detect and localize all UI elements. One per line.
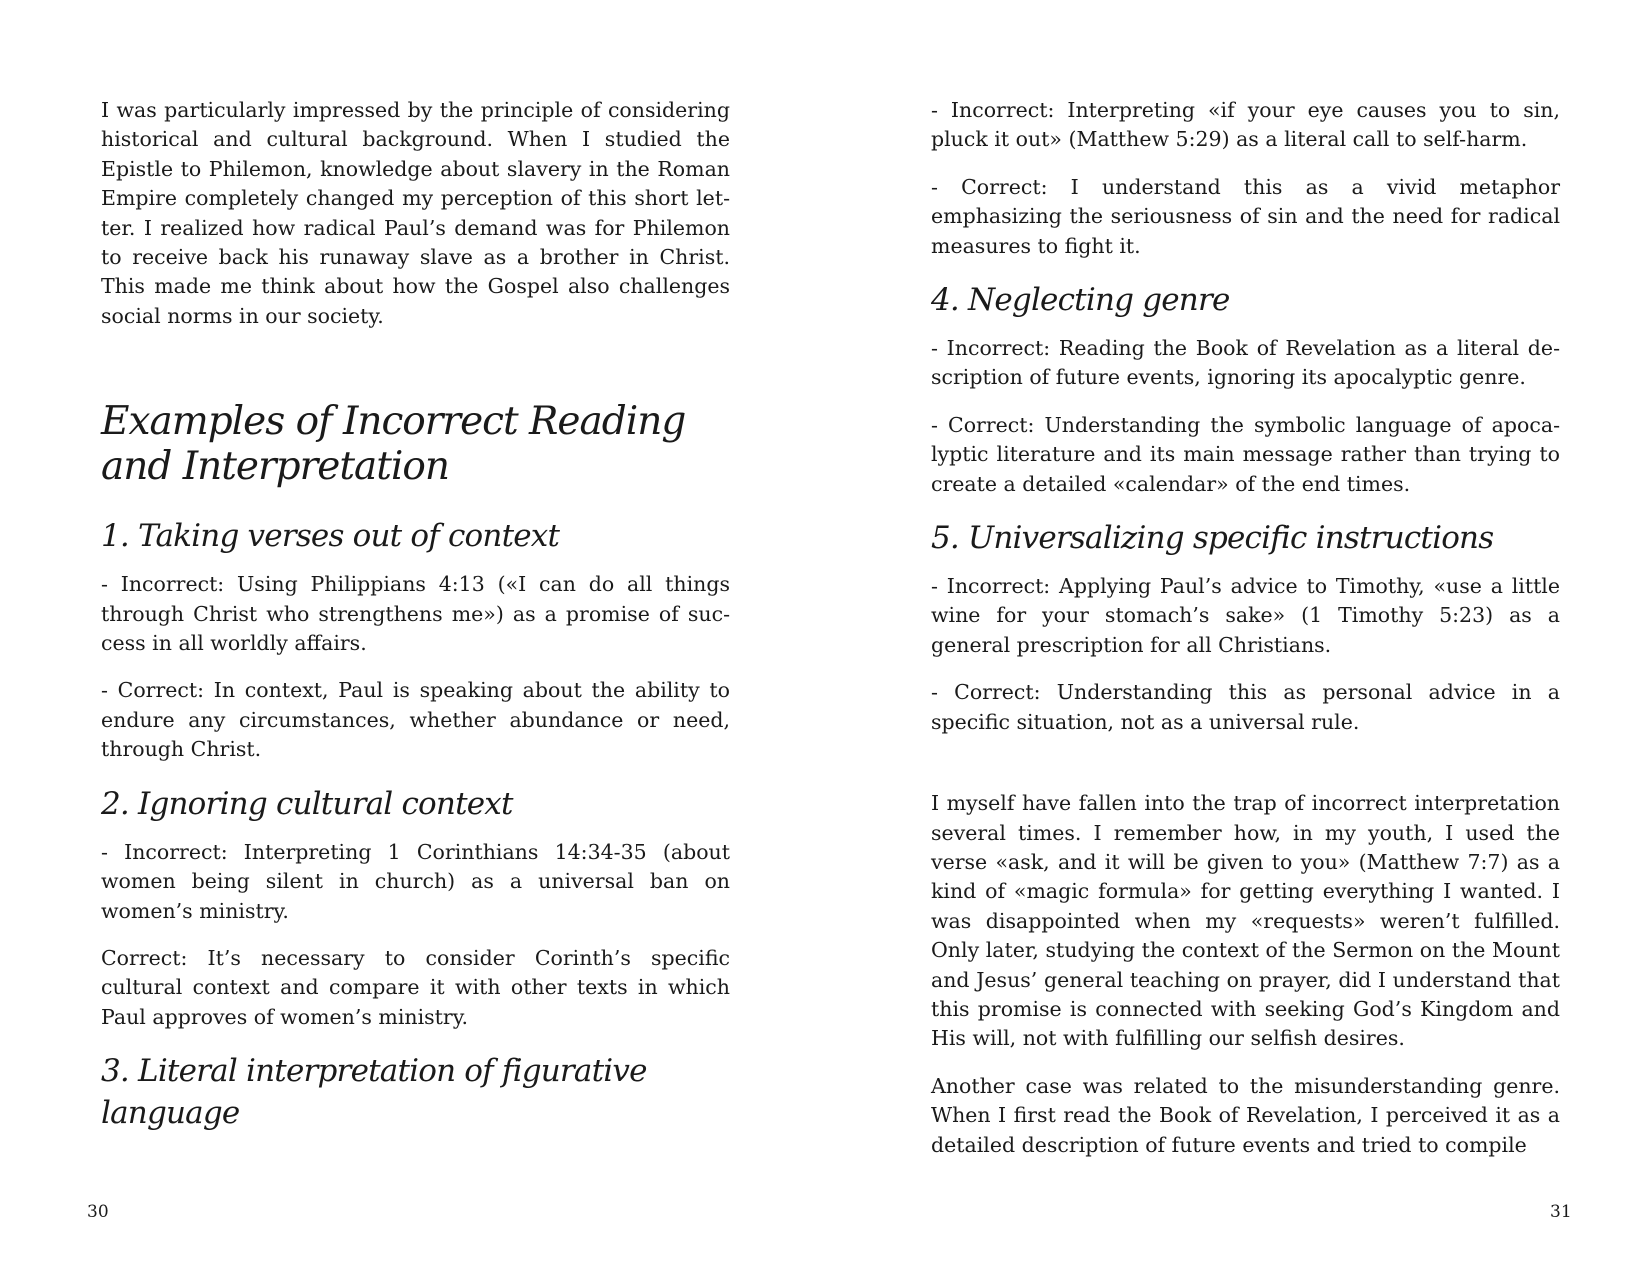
item4-heading: 4. Neglecting genre — [931, 282, 1230, 319]
item1-correct: - Correct: In context, Paul is speaking about the ability to endure any circumstances, whether abundance or need, through Christ. — [101, 678, 730, 762]
item1-incorrect: - Incorrect: Using Philippians 4:13 («I can do all things through Christ who strengthens me») as a promise of success in all worldly affairs. — [101, 572, 730, 656]
item2-incorrect: - Incorrect: Interpreting 1 Corinthians 14:34-35 (about women being silent in church) as a universal ban on women’s ministry. — [101, 839, 730, 923]
item5-heading: 5. Universalizing specific instructions — [931, 520, 1494, 557]
item3-incorrect: - Incorrect: Interpreting «if your eye causes you to sin, pluck it out» (Matthew 5:29) as a literal call to self-harm. — [931, 98, 1560, 152]
intro-paragraph: I was particularly impressed by the principle of considering historical and cultural background. When I studied the Epistle to Philemon, knowledge about slavery in the Roman Empire completely changed my perception of this short letter. I realized how radical Paul’s demand was for Philemon to receive back his runaway slave as a brother in Christ. This made me think about how the Gospel also challenges social norms in our society. — [101, 98, 730, 328]
section-title: Examples of Incorrect Reading and Interpretation — [101, 399, 686, 490]
page-number-left: 30 — [87, 1202, 109, 1222]
right-text-column — [931, 96, 1560, 1178]
item4-incorrect: - Incorrect: Reading the Book of Revelation as a literal description of future events, ignoring its apocalyptic genre. — [931, 336, 1560, 390]
item3-correct: - Correct: I understand this as a vivid metaphor emphasizing the seriousness of sin and the need for radical measures to fight it. — [931, 174, 1560, 258]
personal-paragraph-2: Another case was related to the misunderstanding genre. When I first read the Book of Revelation, I perceived it as a detailed description of future events and tried to compile — [931, 1073, 1560, 1157]
item2-correct: Correct: It’s necessary to consider Corinth’s specific cultural context and compare it with other texts in which Paul approves of women’s ministry. — [101, 945, 730, 1029]
left-text-column — [101, 96, 730, 1147]
page-number-right: 31 — [1550, 1202, 1572, 1222]
item1-heading: 1. Taking verses out of context — [101, 518, 560, 555]
right-page — [825, 0, 1650, 1274]
item3-heading: 3. Literal interpretation of figurative language — [101, 1053, 647, 1132]
item2-heading: 2. Ignoring cultural context — [101, 785, 513, 822]
item4-correct: - Correct: Understanding the symbolic language of apocalyptic literature and its main message rather than trying to create a detailed «calendar» of the end times. — [931, 412, 1560, 496]
personal-paragraph-1: I myself have fallen into the trap of incorrect interpretation several times. I remember how, in my youth, I used the verse «ask, and it will be given to you» (Matthew 7:7) as a kind of «magic formula» for getting everything I wanted. I was disappointed when my «requests» weren’t fulfilled. Only later, studying the context of the Sermon on the Mount and Jesus’ general teaching on prayer, did I understand that this promise is connected with seeking God’s Kingdom and His will, not with fulfilling our selfish desires. — [931, 791, 1560, 1051]
item5-correct: - Correct: Understanding this as personal advice in a specific situation, not as a universal rule. — [931, 680, 1560, 734]
item5-incorrect: - Incorrect: Applying Paul’s advice to Timothy, «use a little wine for your stomach’s sake» (1 Timothy 5:23) as a general prescription for all Christians. — [931, 574, 1560, 657]
